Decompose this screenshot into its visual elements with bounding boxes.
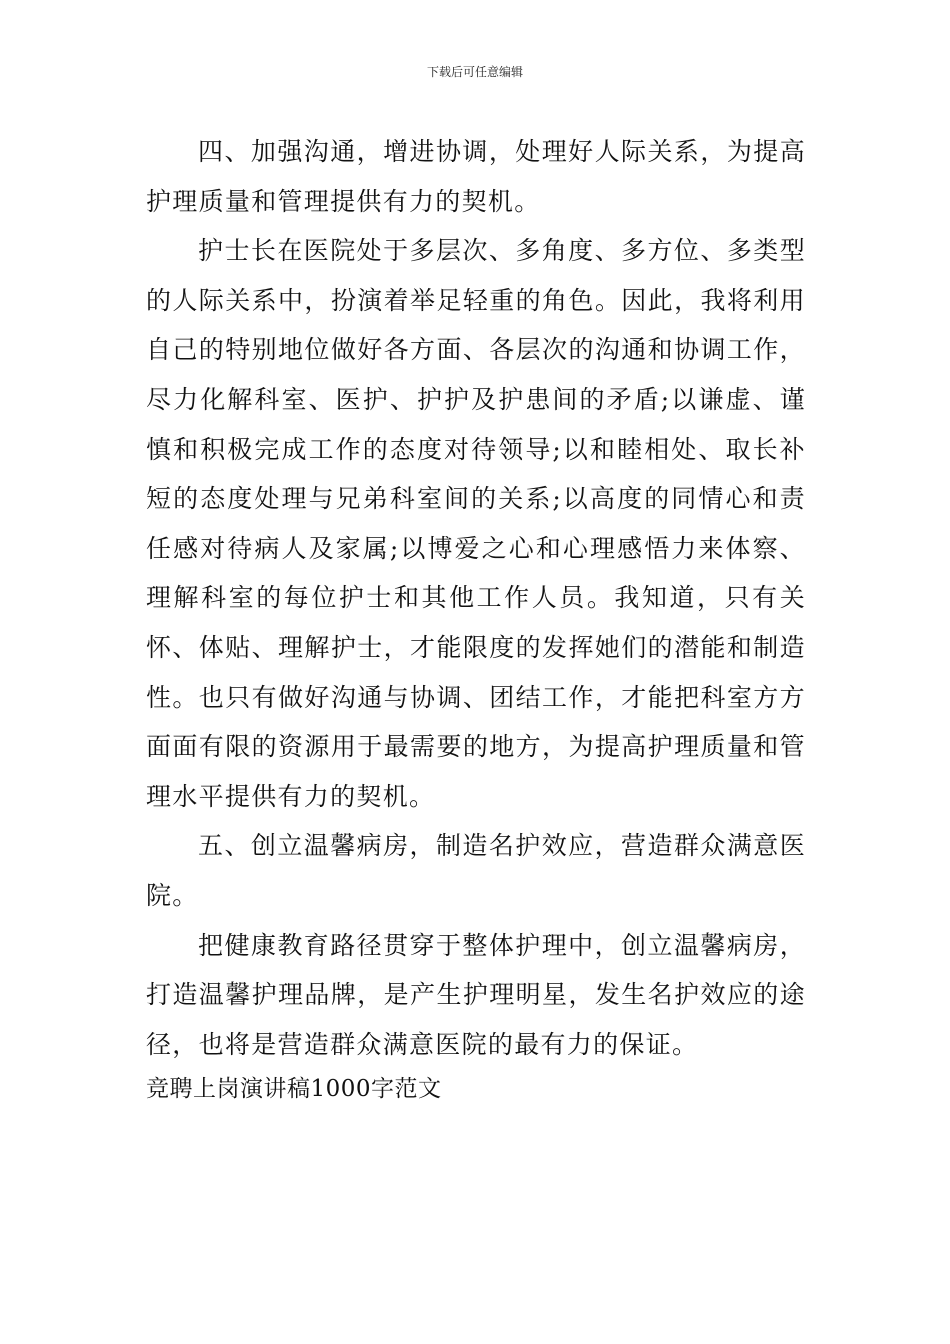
header-note: 下载后可任意编辑 [426,65,523,79]
paragraph-health-education: 把健康教育路径贯穿于整体护理中，创立温馨病房，打造温馨护理品牌，是产生护理明星，发生名护效应的途径，也将是营造群众满意医院的最有力的保证。 [146,930,806,1059]
document-body [146,127,806,1109]
paragraph-section-four-heading: 四、加强沟通，增进协调，处理好人际关系，为提高护理质量和管理提供有力的契机。 [146,137,806,216]
paragraph-section-five-heading: 五、创立温馨病房，制造名护效应，营造群众满意医院。 [146,831,806,910]
paragraph-communication: 护士长在医院处于多层次、多角度、多方位、多类型的人际关系中，扮演着举足轻重的角色。因此，我将利用自己的特别地位做好各方面、各层次的沟通和协调工作，尽力化解科室、医护、护护及护患间的矛盾;以谦虚、谨慎和积极完成工作的态度对待领导;以和睦相处、取长补短的态度处理与兄弟科室间的关系;以高度的同情心和责任感对待病人及家属;以博爱之心和心理感悟力来体察、理解科室的每位护士和其他工作人员。我知道，只有关怀、体贴、理解护士，才能限度的发挥她们的潜能和制造性。也只有做好沟通与协调、团结工作，才能把科室方方面面有限的资源用于最需要的地方，为提高护理质量和管理水平提供有力的契机。 [146,236,806,811]
footer-title: 竞聘上岗演讲稿1000字范文 [146,1076,442,1103]
